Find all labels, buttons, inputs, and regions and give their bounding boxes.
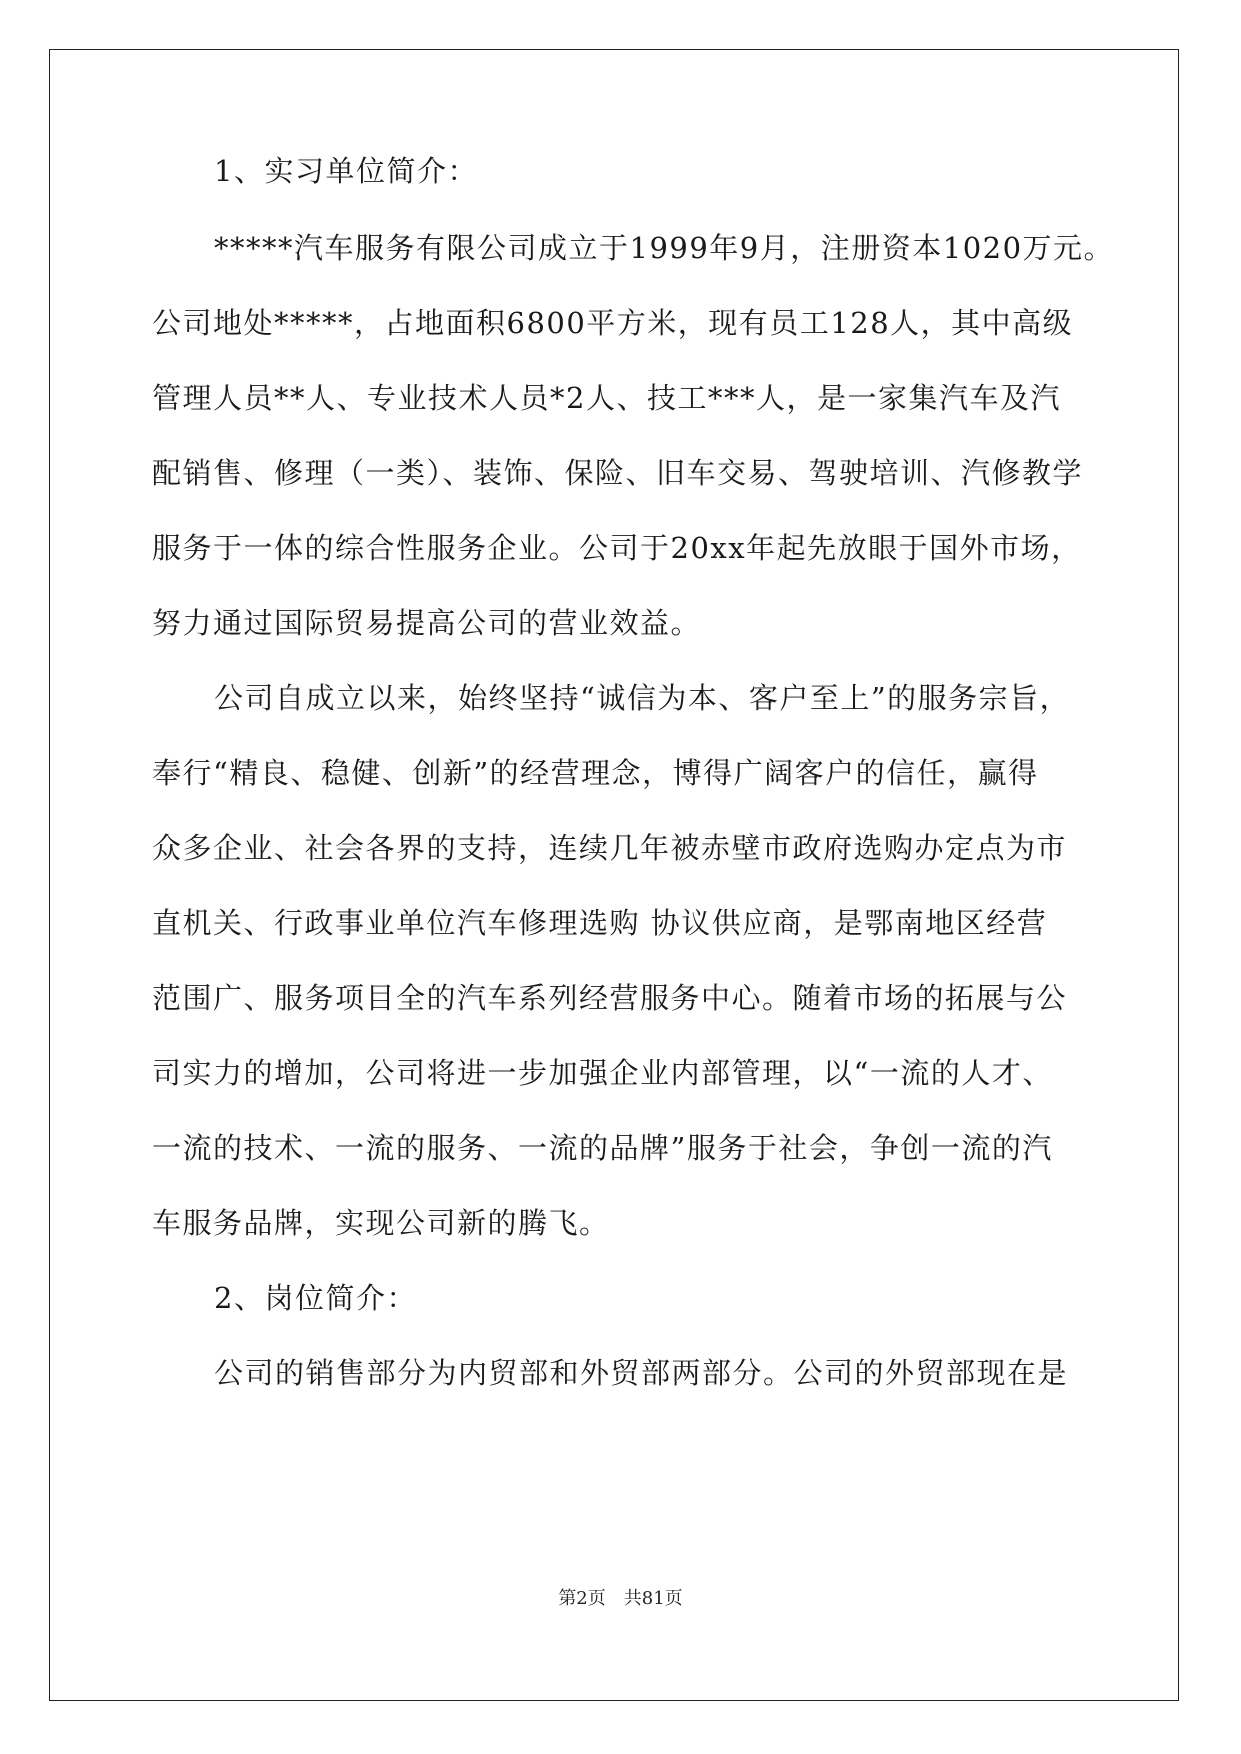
section-heading-2: 2、岗位简介： (214, 1281, 417, 1315)
paragraph-line: 服务于一体的综合性服务企业。公司于20xx年起先放眼于国外市场， (152, 531, 1082, 565)
paragraph-line: 直机关、行政事业单位汽车修理选购 协议供应商，是鄂南地区经营 (152, 906, 1048, 940)
paragraph-line: 奉行“精良、稳健、创新”的经营理念，博得广阔客户的信任，赢得 (152, 756, 1039, 790)
section-heading-1: 1、实习单位简介： (214, 154, 478, 188)
paragraph-line: 范围广、服务项目全的汽车系列经营服务中心。随着市场的拓展与公 (152, 981, 1068, 1015)
paragraph-line: 车服务品牌，实现公司新的腾飞。 (152, 1206, 610, 1240)
paragraph-line: 公司自成立以来，始终坚持“诚信为本、客户至上”的服务宗旨， (214, 681, 1071, 715)
page-total: 共81页 (623, 1588, 683, 1609)
page-number: 第2页 (558, 1588, 606, 1609)
paragraph-line: 公司地处*****，占地面积6800平方米，现有员工128人，其中高级 (152, 306, 1074, 340)
paragraph-line: 公司的销售部分为内贸部和外贸部两部分。公司的外贸部现在是 (214, 1356, 1069, 1390)
paragraph-line: 管理人员**人、专业技术人员*2人、技工***人，是一家集汽车及汽 (152, 381, 1061, 415)
paragraph-line: *****汽车服务有限公司成立于1999年9月，注册资本1020万元。 (214, 231, 1115, 265)
paragraph-line: 司实力的增加，公司将进一步加强企业内部管理，以“一流的人才、 (152, 1056, 1053, 1090)
paragraph-line: 一流的技术、一流的服务、一流的品牌”服务于社会，争创一流的汽 (152, 1131, 1053, 1165)
page-footer (0, 1584, 1241, 1610)
paragraph-line: 配销售、修理（一类）、装饰、保险、旧车交易、驾驶培训、汽修教学 (152, 456, 1084, 490)
page-border (49, 49, 1179, 1701)
paragraph-line: 努力通过国际贸易提高公司的营业效益。 (152, 606, 702, 640)
paragraph-line: 众多企业、社会各界的支持，连续几年被赤壁市政府选购办定点为市 (152, 831, 1068, 865)
